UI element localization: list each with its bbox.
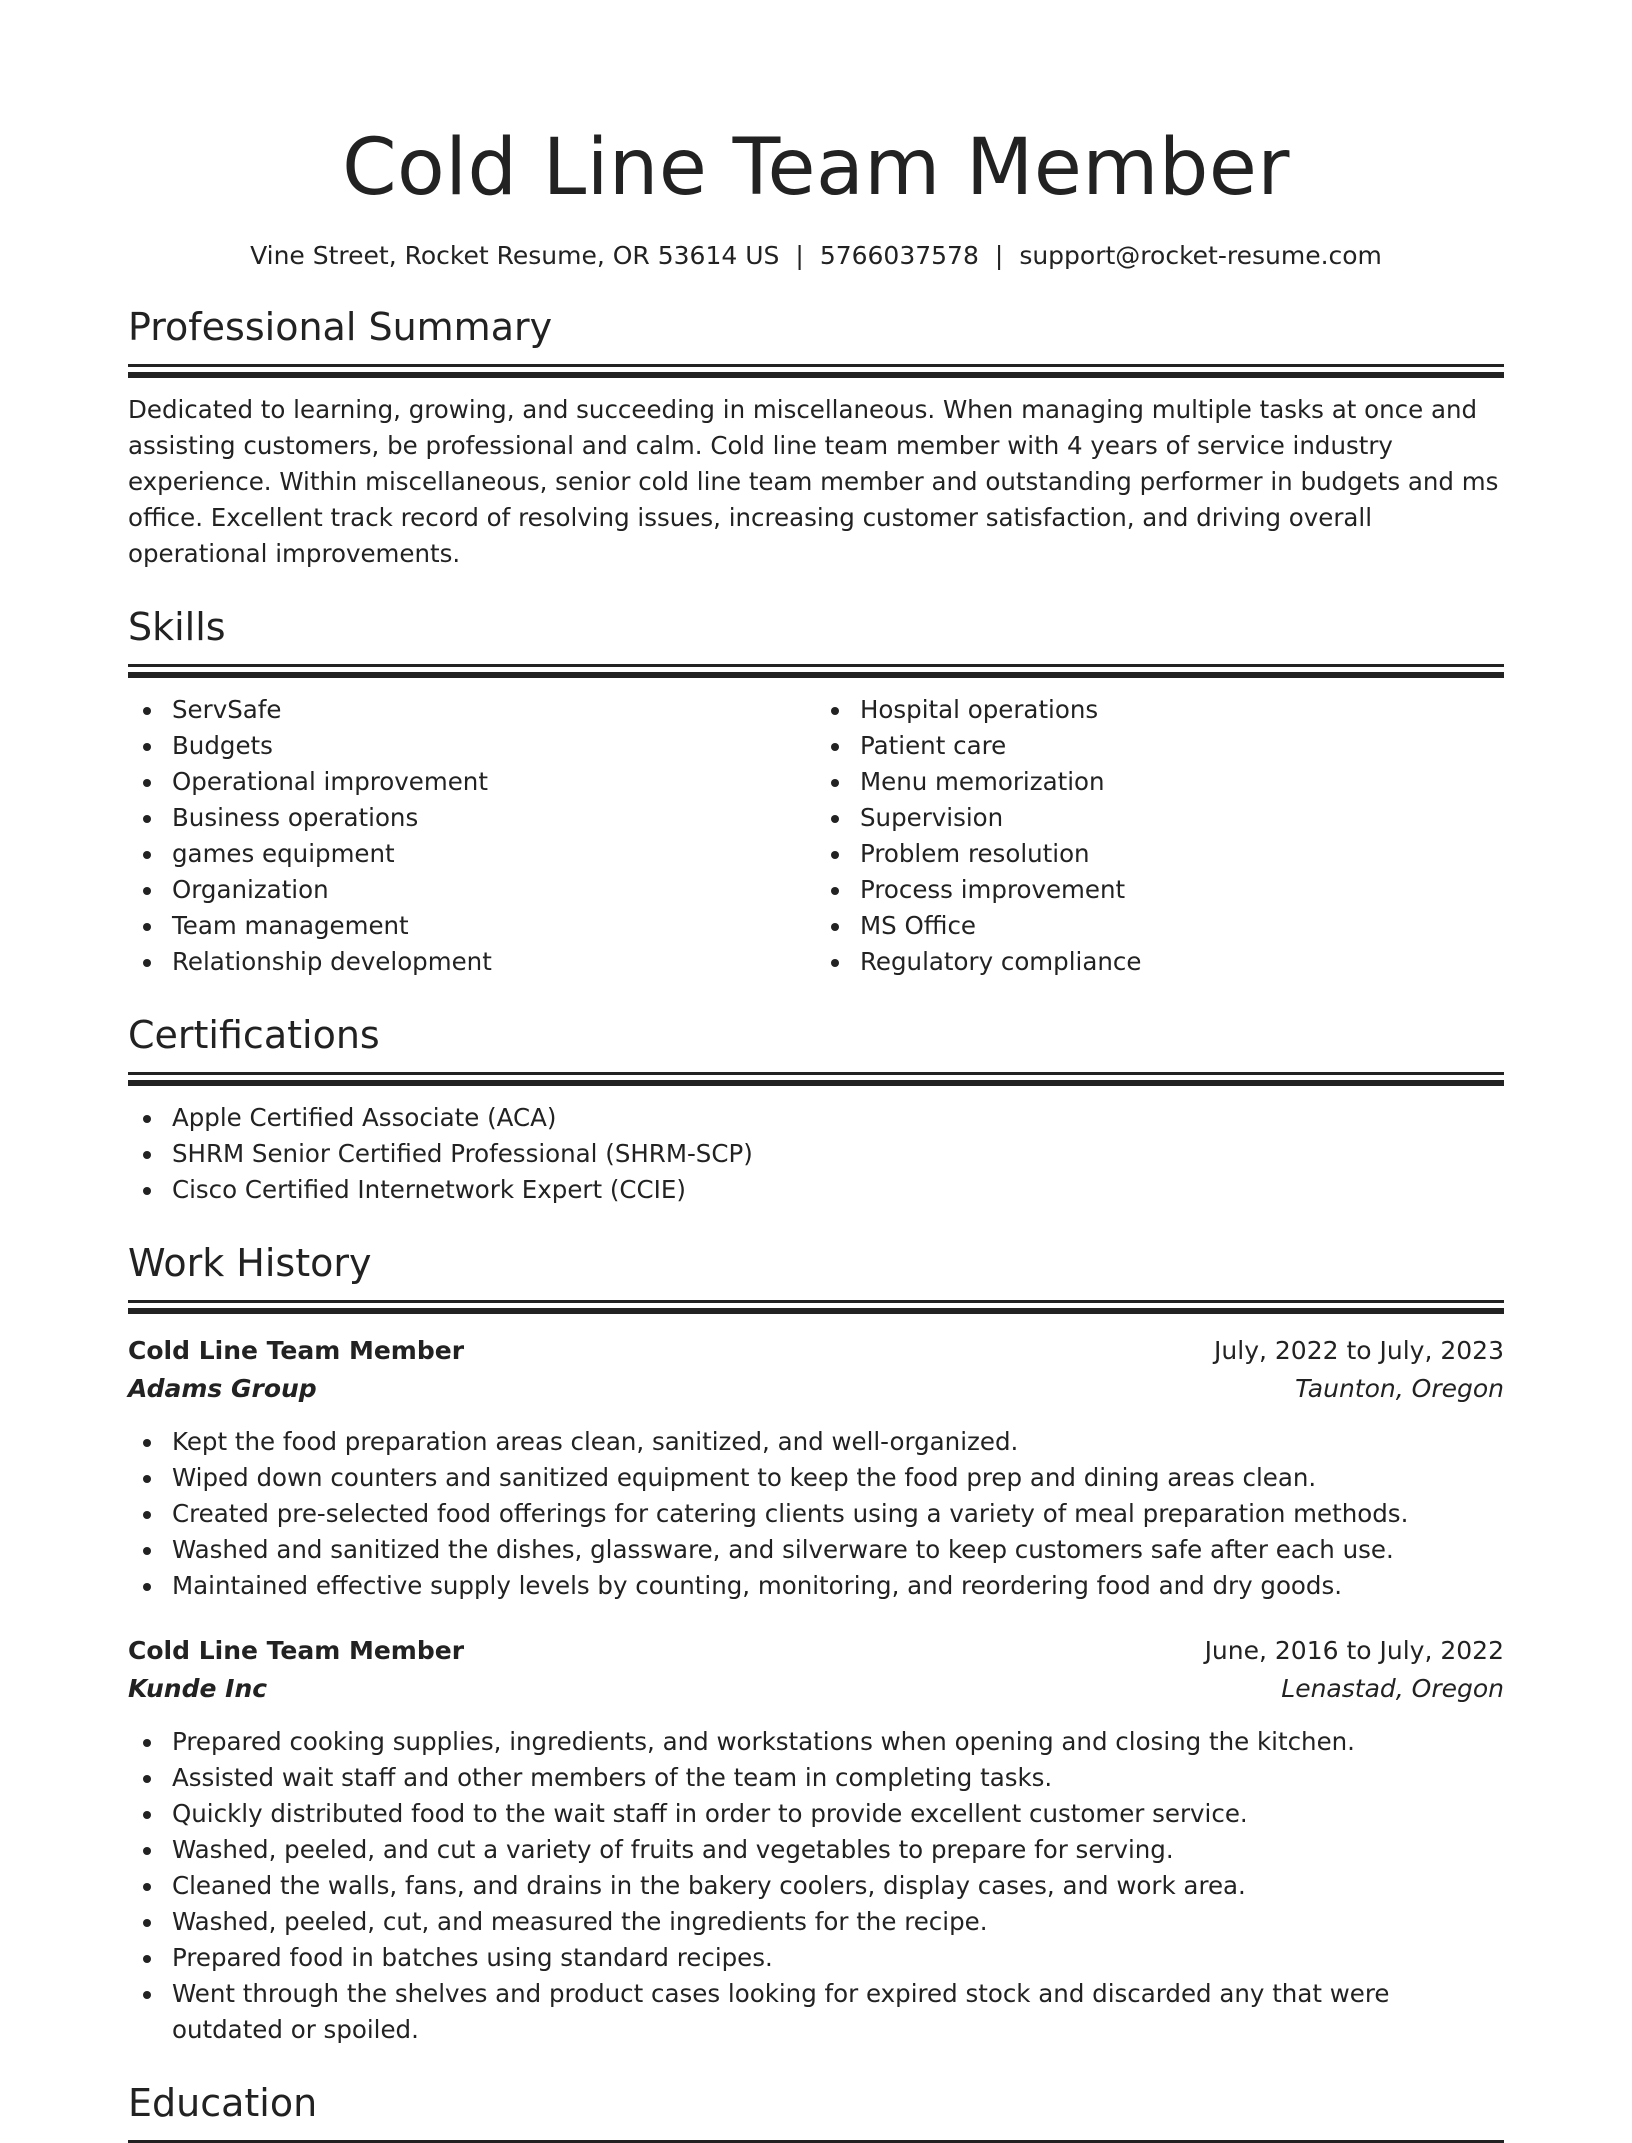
job-entry [128,1332,1504,1604]
section-divider [128,364,1504,367]
education-section [128,2078,1504,2143]
candidate-name: Cold Line Team Member [342,123,1290,213]
contact-phone: 5766037578 [819,241,979,270]
job-duty: Assisted wait staff and other members of the team in completing tasks. [172,1760,1504,1796]
job-duty: Prepared food in batches using standard recipes. [172,1940,1504,1976]
job-company: Kunde Inc [128,1674,268,1703]
contact-separator: | [994,241,1004,270]
skill-item: Regulatory compliance [860,944,1504,980]
skill-item: Menu memorization [860,764,1504,800]
section-divider [128,372,1504,378]
job-subheader [128,1670,1504,1708]
job-duty: Maintained effective supply levels by counting, monitoring, and reordering food and dry goods. [172,1568,1504,1604]
job-location: Lenastad, Oregon [1281,1674,1504,1703]
certification-item: SHRM Senior Certified Professional (SHRM-SCP) [172,1136,1504,1172]
skill-item: Organization [172,872,816,908]
job-title: Cold Line Team Member [128,1636,465,1665]
job-duties-list [128,1424,1504,1604]
job-location: Taunton, Oregon [1295,1374,1504,1403]
skill-item: Supervision [860,800,1504,836]
section-title-work-history: Work History [128,1241,372,1285]
job-duty: Washed, peeled, and cut a variety of fruits and vegetables to prepare for serving. [172,1832,1504,1868]
section-divider [128,1072,1504,1075]
section-divider [128,1308,1504,1314]
certifications-section [128,1010,1504,1208]
skill-item: Relationship development [172,944,816,980]
section-title-summary: Professional Summary [128,305,553,349]
skill-item: Business operations [172,800,816,836]
contact-line [128,238,1504,274]
section-divider [128,1300,1504,1303]
job-header [128,1632,1504,1670]
job-duty: Wiped down counters and sanitized equipment to keep the food prep and dining areas clean. [172,1460,1504,1496]
skills-section [128,602,1504,980]
skill-item: Budgets [172,728,816,764]
section-divider [128,1080,1504,1086]
section-divider [128,664,1504,667]
skill-item: Problem resolution [860,836,1504,872]
work-history-section [128,1238,1504,2048]
job-duty: Created pre-selected food offerings for catering clients using a variety of meal preparation methods. [172,1496,1504,1532]
skill-item: Hospital operations [860,692,1504,728]
skills-grid [128,678,1504,980]
job-title: Cold Line Team Member [128,1336,465,1365]
summary-text: Dedicated to learning, growing, and succeeding in miscellaneous. When managing multiple tasks at once and assisting customers, be professional and calm. Cold line team member with 4 years of service industry experience. Within miscellaneous, senior cold line team member and outstanding performer in budgets and ms office. Excellent track record of resolving issues, increasing customer satisfaction, and driving overall operational improvements. [128,395,1499,568]
skill-item: Process improvement [860,872,1504,908]
contact-separator: | [795,241,804,270]
job-dates: July, 2022 to July, 2023 [1214,1336,1504,1365]
job-duty: Went through the shelves and product cases looking for expired stock and discarded any that were outdated or spoiled. [172,1976,1504,2048]
skill-item: ServSafe [172,692,816,728]
job-company: Adams Group [128,1374,317,1403]
section-title-skills: Skills [128,605,226,649]
job-duties-list [128,1724,1504,2048]
skills-list-left [128,692,816,980]
skills-list-right [816,692,1504,980]
summary-section [128,302,1504,572]
job-duty: Prepared cooking supplies, ingredients, and workstations when opening and closing the kitchen. [172,1724,1504,1760]
job-subheader [128,1370,1504,1408]
job-entry [128,1632,1504,2048]
section-title-certifications: Certifications [128,1013,380,1057]
skill-item: Patient care [860,728,1504,764]
job-duty: Washed, peeled, cut, and measured the ingredients for the recipe. [172,1904,1504,1940]
certification-item: Apple Certified Associate (ACA) [172,1100,1504,1136]
job-duty: Cleaned the walls, fans, and drains in the bakery coolers, display cases, and work area. [172,1868,1504,1904]
job-dates: June, 2016 to July, 2022 [1204,1636,1504,1665]
certification-item: Cisco Certified Internetwork Expert (CCIE) [172,1172,1504,1208]
job-header [128,1332,1504,1370]
skill-item: Team management [172,908,816,944]
certifications-list [128,1100,1504,1208]
job-duty: Quickly distributed food to the wait staff in order to provide excellent customer service. [172,1796,1504,1832]
skill-item: games equipment [172,836,816,872]
contact-address: Vine Street, Rocket Resume, OR 53614 US [250,241,780,270]
job-duty: Washed and sanitized the dishes, glassware, and silverware to keep customers safe after each use. [172,1532,1504,1568]
skill-item: MS Office [860,908,1504,944]
section-title-education: Education [128,2081,318,2125]
skill-item: Operational improvement [172,764,816,800]
job-duty: Kept the food preparation areas clean, sanitized, and well-organized. [172,1424,1504,1460]
contact-email: support@rocket-resume.com [1019,241,1382,270]
